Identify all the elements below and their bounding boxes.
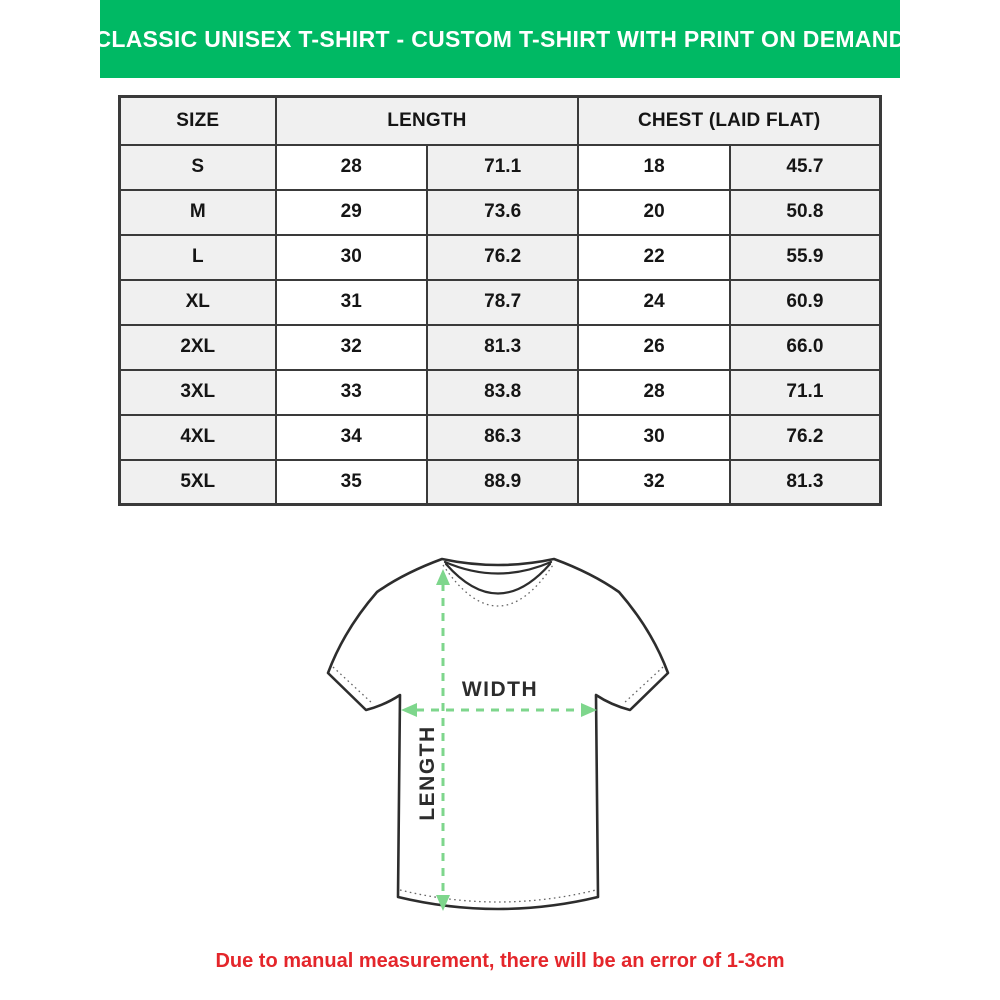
cell-length_cm: 88.9 <box>427 460 578 505</box>
cell-chest_cm: 66.0 <box>730 325 881 370</box>
cell-length_cm: 73.6 <box>427 190 578 235</box>
cell-chest_in: 18 <box>578 145 729 190</box>
cell-length_in: 31 <box>276 280 427 325</box>
cell-chest_cm: 45.7 <box>730 145 881 190</box>
header-row <box>120 97 881 145</box>
cell-length_in: 34 <box>276 415 427 460</box>
table-row <box>120 415 881 460</box>
cell-length_in: 35 <box>276 460 427 505</box>
cell-size: XL <box>120 280 276 325</box>
cell-chest_cm: 76.2 <box>730 415 881 460</box>
table-row <box>120 145 881 190</box>
cell-length_in: 33 <box>276 370 427 415</box>
measurement-note: Due to manual measurement, there will be an error of 1-3cm <box>215 950 785 972</box>
cell-chest_in: 20 <box>578 190 729 235</box>
cell-length_in: 28 <box>276 145 427 190</box>
length-label: LENGTH <box>416 725 439 821</box>
cell-size: 2XL <box>120 325 276 370</box>
cell-chest_in: 24 <box>578 280 729 325</box>
cell-length_in: 32 <box>276 325 427 370</box>
cell-chest_cm: 71.1 <box>730 370 881 415</box>
size-chart-table <box>118 95 882 506</box>
width-label: WIDTH <box>461 678 539 701</box>
cell-length_cm: 83.8 <box>427 370 578 415</box>
cell-chest_in: 30 <box>578 415 729 460</box>
tshirt-illustration-icon <box>300 545 700 945</box>
cell-length_cm: 71.1 <box>427 145 578 190</box>
cell-length_cm: 76.2 <box>427 235 578 280</box>
cell-size: S <box>120 145 276 190</box>
table-row <box>120 190 881 235</box>
table-row <box>120 370 881 415</box>
cell-size: 4XL <box>120 415 276 460</box>
page-title: CLASSIC UNISEX T-SHIRT - CUSTOM T-SHIRT WITH PRINT ON DEMAND <box>94 25 906 52</box>
cell-size: 3XL <box>120 370 276 415</box>
cell-length_cm: 78.7 <box>427 280 578 325</box>
col-header-chest: CHEST (LAID FLAT) <box>578 97 880 145</box>
cell-chest_in: 22 <box>578 235 729 280</box>
cell-length_in: 30 <box>276 235 427 280</box>
table-row <box>120 235 881 280</box>
cell-length_cm: 81.3 <box>427 325 578 370</box>
cell-chest_cm: 55.9 <box>730 235 881 280</box>
title-banner <box>94 0 906 78</box>
cell-size: 5XL <box>120 460 276 505</box>
cell-size: L <box>120 235 276 280</box>
tshirt-outline-icon <box>328 559 668 909</box>
cell-chest_cm: 81.3 <box>730 460 881 505</box>
table-row <box>120 325 881 370</box>
cell-chest_in: 26 <box>578 325 729 370</box>
cell-chest_in: 32 <box>578 460 729 505</box>
size-chart-body <box>120 145 881 505</box>
cell-chest_cm: 50.8 <box>730 190 881 235</box>
col-header-length: LENGTH <box>276 97 579 145</box>
cell-length_cm: 86.3 <box>427 415 578 460</box>
tshirt-diagram <box>300 545 700 945</box>
table-row <box>120 280 881 325</box>
cell-chest_cm: 60.9 <box>730 280 881 325</box>
cell-size: M <box>120 190 276 235</box>
cell-length_in: 29 <box>276 190 427 235</box>
cell-chest_in: 28 <box>578 370 729 415</box>
col-header-size: SIZE <box>120 97 276 145</box>
table-row <box>120 460 881 505</box>
